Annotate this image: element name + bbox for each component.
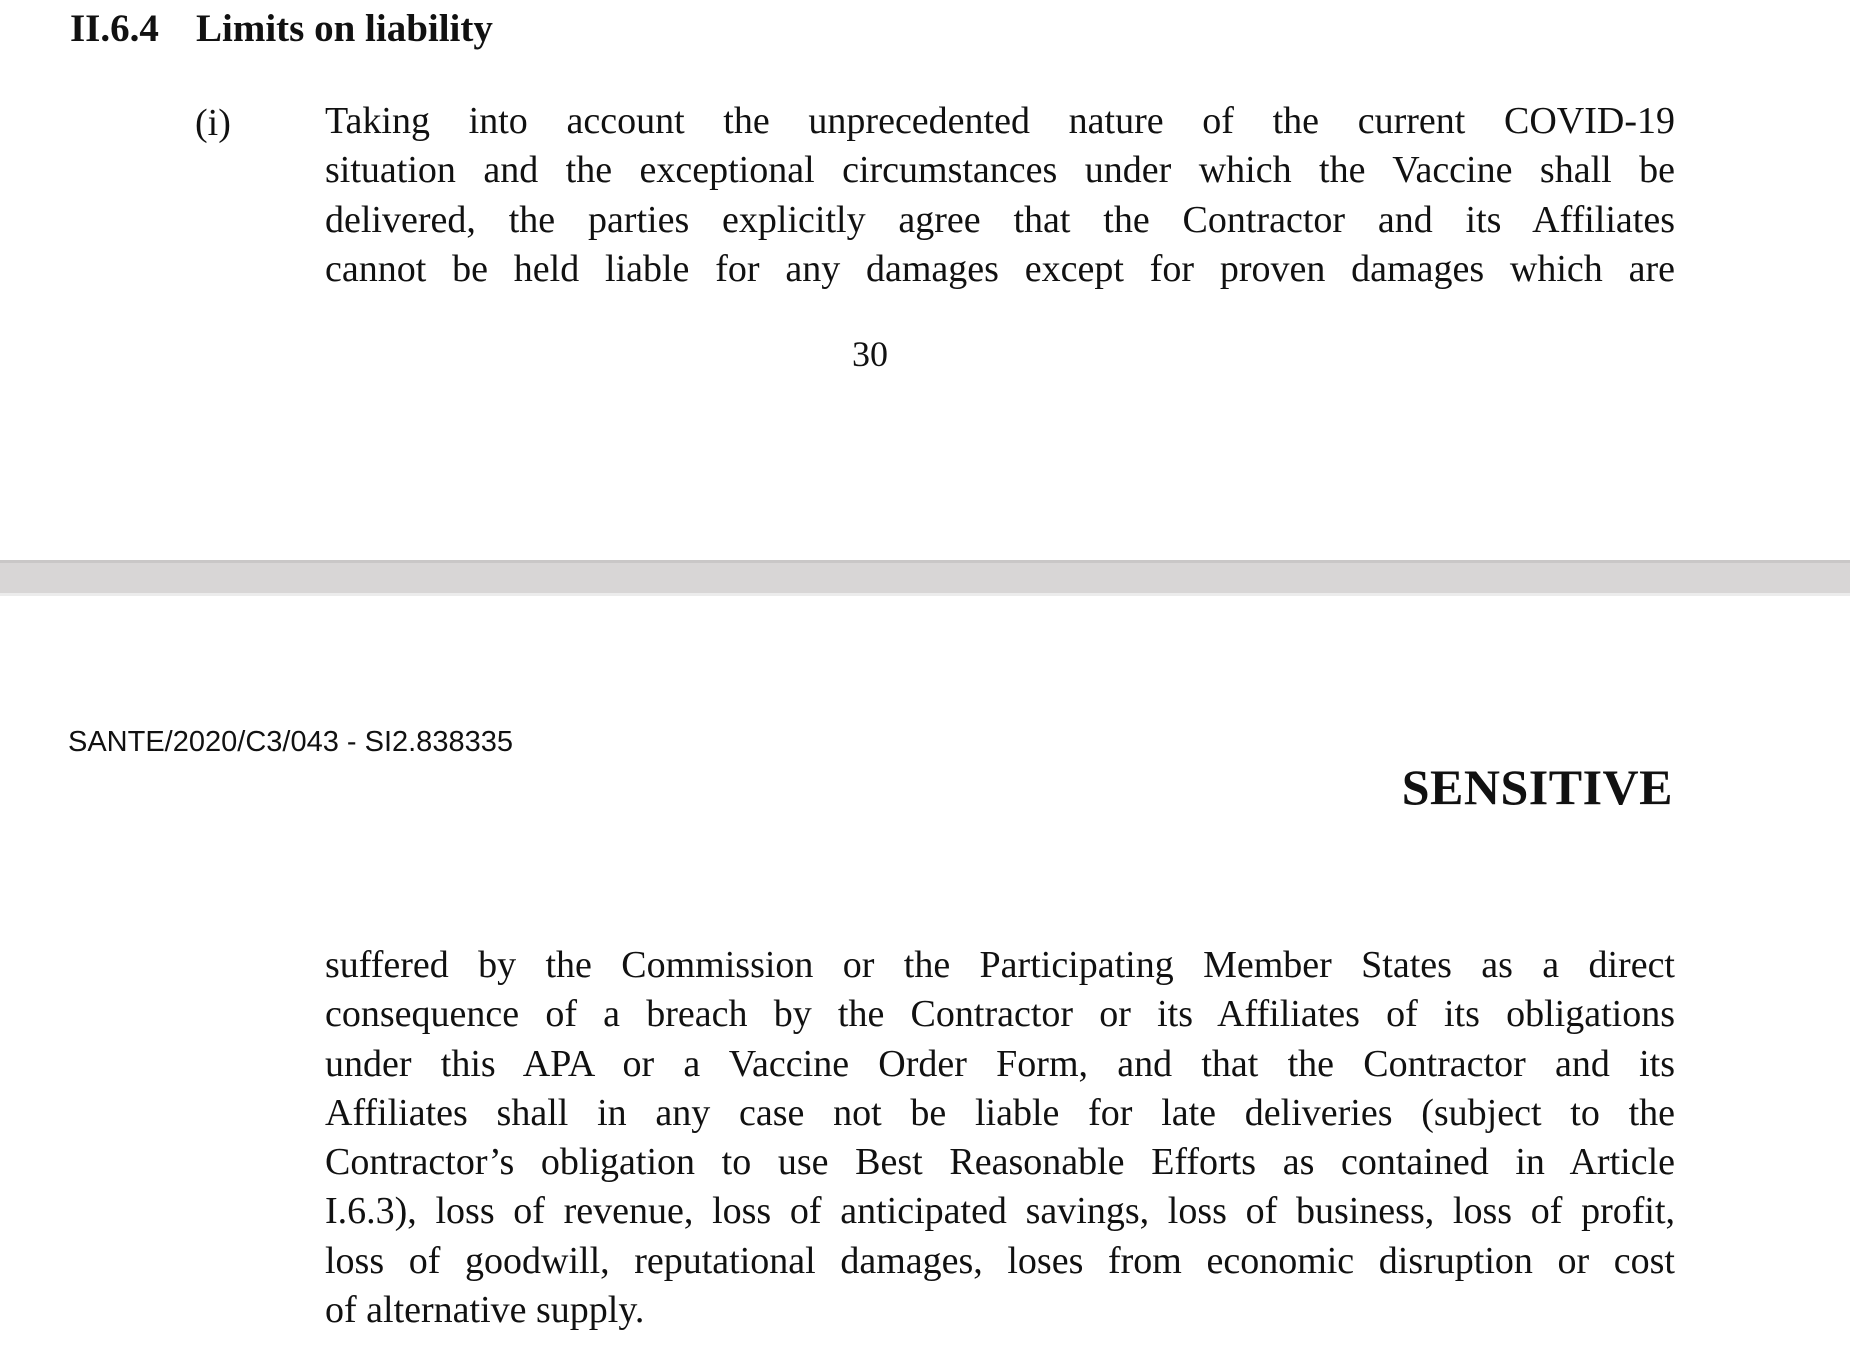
document-page-lower <box>0 596 1850 1348</box>
paragraph-line: suffered by the Commission or the Participating Member States as a direct <box>325 944 1675 986</box>
paragraph-line: of alternative supply. <box>325 1289 645 1332</box>
paragraph-line: situation and the exceptional circumstances under which the Vaccine shall be <box>325 149 1675 192</box>
section-title: Limits on liability <box>196 7 493 50</box>
document-page-upper <box>0 0 1850 560</box>
paragraph-line: I.6.3), loss of revenue, loss of anticipated savings, loss of business, loss of profit, <box>325 1190 1675 1233</box>
list-item-marker: (i) <box>195 102 231 144</box>
paragraph-line: consequence of a breach by the Contractor or its Affiliates of its obligations <box>325 993 1675 1036</box>
document-reference: SANTE/2020/C3/043 - SI2.838335 <box>68 726 513 758</box>
page-number: 30 <box>852 334 888 374</box>
paragraph-line: Contractor’s obligation to use Best Reasonable Efforts as contained in Article <box>325 1141 1675 1184</box>
paragraph-line: under this APA or a Vaccine Order Form, and that the Contractor and its <box>325 1042 1675 1085</box>
paragraph-line: Affiliates shall in any case not be liable for late deliveries (subject to the <box>325 1091 1675 1134</box>
section-number: II.6.4 <box>70 7 159 50</box>
paragraph-line: cannot be held liable for any damages except for proven damages which are <box>325 247 1675 290</box>
classification-label: SENSITIVE <box>1401 759 1673 815</box>
paragraph-line: loss of goodwill, reputational damages, loses from economic disruption or cost <box>325 1239 1675 1282</box>
paragraph-line: Taking into account the unprecedented nature of the current COVID-19 <box>325 100 1675 142</box>
section-heading <box>70 6 493 51</box>
page-separator <box>0 560 1850 596</box>
clause-paragraph-continued <box>325 941 1675 1335</box>
clause-paragraph-start <box>325 97 1675 294</box>
paragraph-line: delivered, the parties explicitly agree that the Contractor and its Affiliates <box>325 198 1675 241</box>
